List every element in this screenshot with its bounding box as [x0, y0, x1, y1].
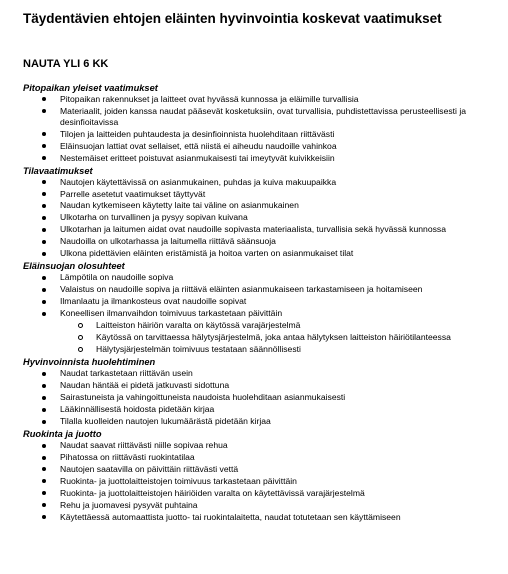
section-heading: Hyvinvoinnista huolehtiminen — [23, 357, 156, 368]
list-item: Parrelle asetetut vaatimukset täyttyvät — [23, 189, 503, 200]
list-item: Tilojen ja laitteiden puhtaudesta ja desinfioinnista huolehditaan riittävästi — [23, 129, 503, 140]
list-item: Pihatossa on riittävästi ruokintatilaa — [23, 452, 503, 463]
section-heading: Eläinsuojan olosuhteet — [23, 261, 125, 272]
requirement-list — [23, 94, 503, 163]
section-tilavaatimukset — [23, 165, 503, 260]
list-item: Sairastuneista ja vahingoittuneista naudoista huolehditaan asianmukaisesti — [23, 392, 503, 403]
list-item: Rehu ja juomavesi pysyvät puhtaina — [23, 500, 503, 511]
list-item: Ulkona pidettävien eläinten eristämistä ja hoitoa varten on asianmukaiset tilat — [23, 248, 503, 259]
list-item: Koneellisen ilmanvaihdon toimivuus tarkastetaan päivittäin — [23, 308, 503, 319]
section-heading: Tilavaatimukset — [23, 165, 93, 176]
list-item: Materiaalit, joiden kanssa naudat pääsevät kosketuksiin, ovat turvallisia, puhdistettavissa perusteellisesti ja desinfioitavissa — [23, 106, 503, 127]
requirement-list — [23, 368, 503, 427]
section-ruokinta-ja-juotto — [23, 428, 503, 523]
list-item: Naudan kytkemiseen käytetty laite tai väline on asianmukainen — [23, 200, 503, 211]
list-item: Nestemäiset eritteet poistuvat asianmukaisesti tai imeytyvät kuivikkeisiin — [23, 153, 503, 164]
document-subtitle: NAUTA YLI 6 KK — [23, 58, 109, 70]
list-item: Pitopaikan rakennukset ja laitteet ovat hyvässä kunnossa ja eläimille turvallisia — [23, 94, 503, 105]
requirement-list — [23, 440, 503, 523]
list-item: Lääkinnällisestä hoidosta pidetään kirjaa — [23, 404, 503, 415]
list-item: Ruokinta- ja juottolaitteistojen toimivuus tarkastetaan päivittäin — [23, 476, 503, 487]
list-item: Tilalla kuolleiden nautojen lukumäärästä pidetään kirjaa — [23, 416, 503, 427]
sub-list-item: Hälytysjärjestelmän toimivuus testataan säännöllisesti — [23, 344, 503, 355]
list-item: Naudat tarkastetaan riittävän usein — [23, 368, 503, 379]
list-item: Nautojen käytettävissä on asianmukainen, puhdas ja kuiva makuupaikka — [23, 177, 503, 188]
list-item: Ulkotarhan ja laitumen aidat ovat naudoille sopivasta materiaalista, turvallisia sekä hyvässä kunnossa — [23, 224, 503, 235]
sub-list-item: Käytössä on tarvittaessa hälytysjärjestelmä, joka antaa hälytyksen laitteiston häiriötilanteessa — [23, 332, 503, 343]
section-heading: Pitopaikan yleiset vaatimukset — [23, 83, 158, 93]
sub-list-item: Laitteiston häiriön varalta on käytössä varajärjestelmä — [23, 320, 503, 331]
section-heading: Ruokinta ja juotto — [23, 429, 102, 440]
requirements-content — [23, 82, 503, 524]
list-item: Naudat saavat riittävästi niille sopivaa rehua — [23, 440, 503, 451]
document-title: Täydentävien ehtojen eläinten hyvinvointia koskevat vaatimukset — [23, 11, 442, 26]
list-item: Valaistus on naudoille sopiva ja riittävä eläinten asianmukaiseen tarkastamiseen ja hoitamiseen — [23, 284, 503, 295]
section-elainsuojan-olosuhteet — [23, 260, 503, 355]
list-item: Ruokinta- ja juottolaitteistojen häiriöiden varalta on käytettävissä varajärjestelmä — [23, 488, 503, 499]
list-item: Ulkotarha on turvallinen ja pysyy sopivan kuivana — [23, 212, 503, 223]
list-item: Naudoilla on ulkotarhassa ja laitumella riittävä säänsuoja — [23, 236, 503, 247]
list-item: Naudan häntää ei pidetä jatkuvasti sidottuna — [23, 380, 503, 391]
section-pitopaikan-yleiset-vaatimukset — [23, 82, 503, 163]
section-hyvinvoinnista-huolehtiminen — [23, 356, 503, 427]
requirement-list — [23, 177, 503, 260]
list-item: Ilmanlaatu ja ilmankosteus ovat naudoille sopivat — [23, 296, 503, 307]
list-item: Käytettäessä automaattista juotto- tai ruokintalaitetta, naudat totutetaan sen käyttämiseen — [23, 512, 503, 523]
requirement-list — [23, 272, 503, 355]
list-item: Nautojen saatavilla on päivittäin riittävästi vettä — [23, 464, 503, 475]
list-item: Lämpötila on naudoille sopiva — [23, 272, 503, 283]
list-item: Eläinsuojan lattiat ovat sellaiset, että niistä ei aiheudu naudoille vahinkoa — [23, 141, 503, 152]
